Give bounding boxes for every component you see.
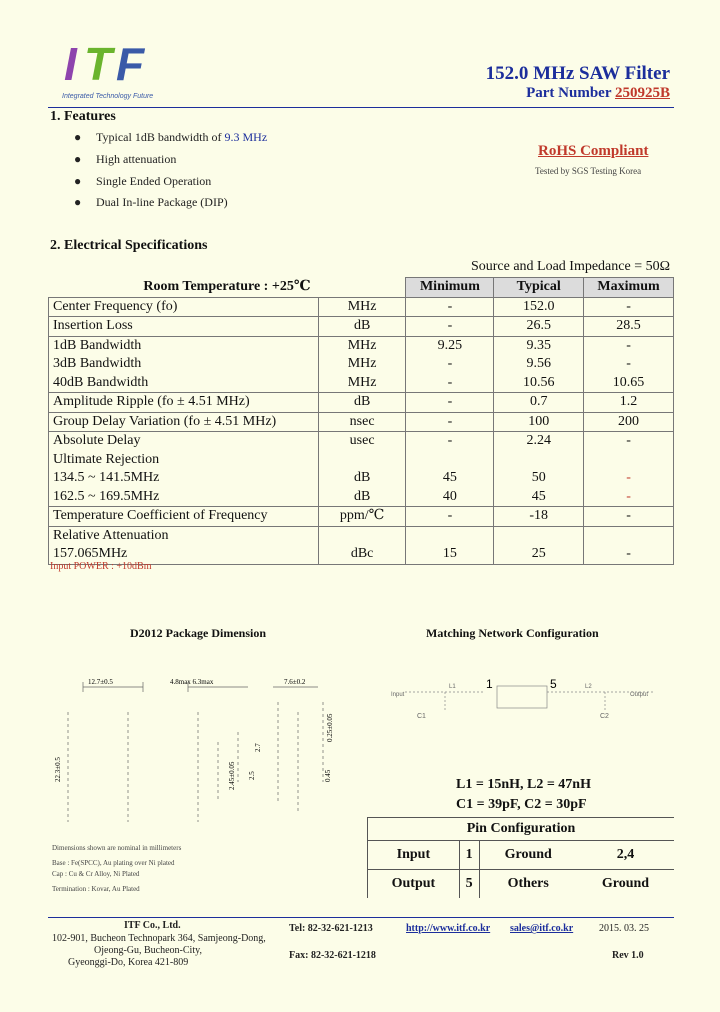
spec-max: 1.2 xyxy=(584,393,674,413)
package-note: Termination : Kovar, Au Plated xyxy=(52,885,140,893)
footer-fax: Fax: 82-32-621-1218 xyxy=(289,950,376,961)
spec-typ: -18 xyxy=(494,507,584,527)
spec-min: - xyxy=(406,317,494,337)
l2-label: L2 xyxy=(585,684,592,690)
spec-param: 134.5 ~ 141.5MHz xyxy=(49,469,319,488)
col-minimum: Minimum xyxy=(406,278,494,298)
footer-date: 2015. 03. 25 xyxy=(599,923,649,934)
pin-cell: Others xyxy=(479,870,577,899)
pin-cell: 2,4 xyxy=(577,841,674,870)
footer-website-link[interactable]: http://www.itf.co.kr xyxy=(406,923,491,934)
spec-row xyxy=(49,374,674,393)
footer-email-link[interactable]: sales@itf.co.kr xyxy=(510,923,574,934)
dim-height: 4.8max 6.3max xyxy=(170,678,214,686)
spec-max: - xyxy=(584,355,674,374)
spec-min: 45 xyxy=(406,469,494,488)
spec-min xyxy=(406,451,494,470)
spec-typ: 152.0 xyxy=(494,297,584,317)
spec-typ: 26.5 xyxy=(494,317,584,337)
spec-unit: MHz xyxy=(318,374,406,393)
feature-item: ● Typical 1dB bandwidth of 9.3 MHz xyxy=(74,130,268,144)
bullet-icon: ● xyxy=(74,152,82,166)
electrical-spec-table xyxy=(48,277,674,565)
spec-unit: dB xyxy=(318,488,406,507)
spec-row xyxy=(49,317,674,337)
spec-min: - xyxy=(406,507,494,527)
spec-unit: nsec xyxy=(318,412,406,432)
spec-min xyxy=(406,526,494,545)
spec-max: - xyxy=(584,432,674,451)
spec-row xyxy=(49,488,674,507)
pin-1-label: 1 xyxy=(486,677,493,691)
dim-lead-b: 2.7 xyxy=(254,743,262,752)
spec-row xyxy=(49,451,674,470)
spec-unit: usec xyxy=(318,432,406,451)
spec-unit: MHz xyxy=(318,336,406,355)
spec-min: - xyxy=(406,432,494,451)
spec-row xyxy=(49,355,674,374)
spec-max: 200 xyxy=(584,412,674,432)
source-load-impedance: Source and Load Impedance = 50Ω xyxy=(470,259,670,274)
footer-address: Gyeonggi-Do, Korea 421-809 xyxy=(68,957,189,968)
spec-min: 40 xyxy=(406,488,494,507)
spec-typ: 45 xyxy=(494,488,584,507)
spec-max: - xyxy=(584,469,674,488)
pin-5-label: 5 xyxy=(550,677,557,691)
dim-lead-space: 2.45±0.05 xyxy=(228,761,236,790)
feature-item: ● High attenuation xyxy=(74,152,177,166)
spec-row xyxy=(49,507,674,527)
pin-cell: Output xyxy=(368,870,460,899)
spec-param: Amplitude Ripple (fo ± 4.51 MHz) xyxy=(49,393,319,413)
product-title: 152.0 MHz SAW Filter xyxy=(485,63,670,84)
spec-min: - xyxy=(406,374,494,393)
spec-max: - xyxy=(584,336,674,355)
footer-revision: Rev 1.0 xyxy=(612,950,644,961)
itf-logo xyxy=(62,40,162,100)
spec-row xyxy=(49,393,674,413)
spec-unit: ppm/℃ xyxy=(318,507,406,527)
spec-row xyxy=(49,336,674,355)
part-number-label: Part Number xyxy=(526,85,612,101)
spec-typ: 0.7 xyxy=(494,393,584,413)
spec-param: Group Delay Variation (fo ± 4.51 MHz) xyxy=(49,412,319,432)
pin-cell: Ground xyxy=(577,870,674,899)
dim-lead-thk: 0.25±0.05 xyxy=(326,713,334,742)
pin-cell: 5 xyxy=(459,870,479,899)
spec-max xyxy=(584,526,674,545)
l1-label: L1 xyxy=(449,684,456,690)
package-note: Base : Fe(SPCC), Au plating over Ni plated xyxy=(52,859,175,867)
footer-address: 102-901, Bucheon Technopark 364, Samjeong-Dong, xyxy=(52,933,266,944)
spec-max: - xyxy=(584,507,674,527)
room-temperature: Room Temperature : +25℃ xyxy=(49,278,406,298)
spec-typ: 100 xyxy=(494,412,584,432)
col-maximum: Maximum xyxy=(584,278,674,298)
electrical-heading: 2. Electrical Specifications xyxy=(50,238,208,253)
dim-lead-w: 0.45 xyxy=(324,769,332,782)
spec-typ xyxy=(494,451,584,470)
spec-typ: 2.24 xyxy=(494,432,584,451)
spec-typ: 10.56 xyxy=(494,374,584,393)
spec-param: Center Frequency (fo) xyxy=(49,297,319,317)
spec-param: Insertion Loss xyxy=(49,317,319,337)
spec-param: 1dB Bandwidth xyxy=(49,336,319,355)
spec-max: 10.65 xyxy=(584,374,674,393)
package-title: D2012 Package Dimension xyxy=(130,626,266,640)
capacitor-values: C1 = 39pF, C2 = 30pF xyxy=(456,797,587,812)
spec-row xyxy=(49,297,674,317)
spec-row xyxy=(49,412,674,432)
bullet-icon: ● xyxy=(74,174,82,188)
feature-item: ● Single Ended Operation xyxy=(74,174,212,188)
spec-param: Absolute Delay xyxy=(49,432,319,451)
output-label: Output xyxy=(630,692,649,698)
feature-highlight: 9.3 MHz xyxy=(224,130,268,144)
spec-row xyxy=(49,469,674,488)
footer-tel: Tel: 82-32-621-1213 xyxy=(289,923,373,934)
spec-param: 162.5 ~ 169.5MHz xyxy=(49,488,319,507)
col-typical: Typical xyxy=(494,278,584,298)
spec-min: - xyxy=(406,355,494,374)
inductor-values: L1 = 15nH, L2 = 47nH xyxy=(456,777,591,792)
c2-label: C2 xyxy=(600,713,609,720)
svg-text:F: F xyxy=(116,40,145,90)
spec-unit: MHz xyxy=(318,297,406,317)
spec-unit: dB xyxy=(318,317,406,337)
rohs-label: RoHS Compliant xyxy=(538,143,649,159)
spec-max: - xyxy=(584,297,674,317)
dim-width: 12.7±0.5 xyxy=(88,678,113,686)
spec-min: 15 xyxy=(406,545,494,564)
matching-network-diagram xyxy=(385,672,675,732)
pin-cell: 1 xyxy=(459,841,479,870)
spec-typ: 25 xyxy=(494,545,584,564)
spec-unit: MHz xyxy=(318,355,406,374)
spec-min: - xyxy=(406,393,494,413)
spec-row xyxy=(49,526,674,545)
spec-row xyxy=(49,432,674,451)
spec-min: - xyxy=(406,412,494,432)
package-drawing xyxy=(48,672,358,837)
pin-cell: Ground xyxy=(479,841,577,870)
input-power-note: Input POWER : +10dBm xyxy=(50,561,152,572)
spec-typ: 9.56 xyxy=(494,355,584,374)
package-note: Dimensions shown are nominal in millimeters xyxy=(52,844,182,852)
spec-min: 9.25 xyxy=(406,336,494,355)
bullet-icon: ● xyxy=(74,195,82,209)
spec-typ: 9.35 xyxy=(494,336,584,355)
spec-max: - xyxy=(584,488,674,507)
features-heading: 1. Features xyxy=(50,109,116,124)
matching-title: Matching Network Configuration xyxy=(426,626,599,640)
spec-unit xyxy=(318,451,406,470)
spec-param: 3dB Bandwidth xyxy=(49,355,319,374)
footer-company: ITF Co., Ltd. xyxy=(124,920,181,931)
pin-config-table xyxy=(367,817,674,898)
spec-unit: dB xyxy=(318,393,406,413)
c1-label: C1 xyxy=(417,713,426,720)
spec-typ xyxy=(494,526,584,545)
part-number-line xyxy=(526,85,670,102)
spec-max: 28.5 xyxy=(584,317,674,337)
spec-min: - xyxy=(406,297,494,317)
spec-param: 157.065MHz xyxy=(49,545,319,564)
header-rule xyxy=(48,107,674,108)
spec-max xyxy=(584,451,674,470)
spec-param: 40dB Bandwidth xyxy=(49,374,319,393)
package-note: Cap : Cu & Cr Alloy, Ni Plated xyxy=(52,870,140,878)
feature-item: ● Dual In-line Package (DIP) xyxy=(74,195,228,209)
input-label: Input xyxy=(391,692,405,698)
footer-address: Ojeong-Gu, Bucheon-City, xyxy=(94,945,202,956)
footer-rule xyxy=(48,917,674,918)
spec-typ: 50 xyxy=(494,469,584,488)
bullet-icon: ● xyxy=(74,130,82,144)
dim-lead-a: 2.5 xyxy=(248,771,256,780)
dim-pitch: 7.6±0.2 xyxy=(284,678,306,686)
part-number-value: 250925B xyxy=(614,85,670,101)
dim-length: 22.3±0.5 xyxy=(54,757,62,782)
spec-unit: dB xyxy=(318,469,406,488)
svg-text:I: I xyxy=(64,40,77,90)
svg-text:T: T xyxy=(84,40,113,90)
logo-subtitle: Integrated Technology Future xyxy=(62,93,154,100)
rohs-tested: Tested by SGS Testing Korea xyxy=(535,166,642,176)
spec-unit xyxy=(318,526,406,545)
spec-param: Ultimate Rejection xyxy=(49,451,319,470)
spec-param: Relative Attenuation xyxy=(49,526,319,545)
spec-max: - xyxy=(584,545,674,564)
spec-param: Temperature Coefficient of Frequency xyxy=(49,507,319,527)
pin-config-title: Pin Configuration xyxy=(368,818,675,841)
pin-cell: Input xyxy=(368,841,460,870)
spec-unit: dBc xyxy=(318,545,406,564)
